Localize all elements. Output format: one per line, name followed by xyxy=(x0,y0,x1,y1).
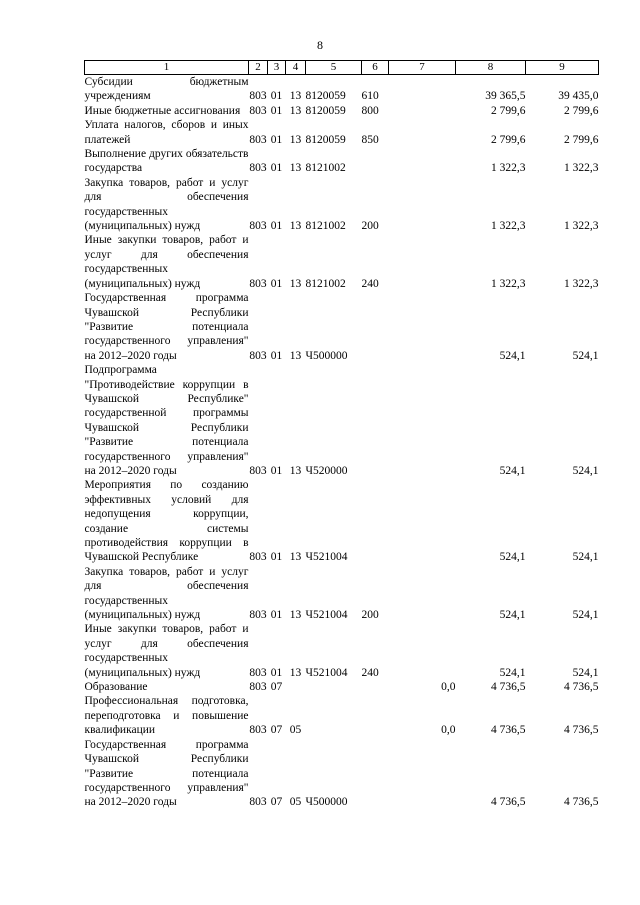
row-cell-c9: 4 736,5 xyxy=(564,681,599,694)
row-cell-c6 xyxy=(362,291,389,363)
row-cell-c5: 8121002 xyxy=(305,220,346,233)
row-name-cell: Мероприятия по созданию эффективных условий для недопущения коррупции, создание системы противодействия коррупции в Чувашской Республике xyxy=(84,479,249,564)
row-cell-c8: 39 365,5 xyxy=(485,90,526,103)
budget-table xyxy=(84,60,599,810)
row-cell-c4 xyxy=(286,680,306,694)
header-row xyxy=(85,61,599,75)
row-cell-c6: 240 xyxy=(361,666,379,679)
row-cell-c8: 524,1 xyxy=(499,551,526,564)
row-cell-c4: 13 xyxy=(289,551,302,564)
row-cell-c8: 524,1 xyxy=(499,666,526,679)
row-name-cell: Закупка товаров, работ и услуг для обеспечения государственных (муниципальных) нужд xyxy=(84,176,249,233)
row-cell-c8: 4 736,5 xyxy=(491,724,526,737)
row-cell-c7 xyxy=(389,478,456,564)
row-cell-c7 xyxy=(389,176,456,234)
row-cell-c6: 200 xyxy=(361,609,379,622)
row-cell-c2: 803 xyxy=(249,220,267,233)
row-cell-c6: 200 xyxy=(361,220,379,233)
row-cell-c6 xyxy=(362,478,389,564)
row-cell-c5: Ч521004 xyxy=(305,551,348,564)
header-col-9: 9 xyxy=(526,61,599,75)
table-row xyxy=(85,565,599,623)
row-cell-c3: 01 xyxy=(270,609,283,622)
row-cell-c2: 803 xyxy=(249,724,267,737)
row-cell-c3: 01 xyxy=(270,551,283,564)
row-name-cell: Иные закупки товаров, работ и услуг для обеспечения государственных (муниципальных) нужд xyxy=(84,234,249,290)
row-cell-c4: 13 xyxy=(289,162,302,175)
row-cell-c9: 4 736,5 xyxy=(564,724,599,737)
row-name-cell: Закупка товаров, работ и услуг для обеспечения государственных (муниципальных) нужд xyxy=(84,565,249,622)
row-name-cell: Субсидии бюджетным учреждениям xyxy=(84,76,249,103)
row-cell-c2: 803 xyxy=(249,464,267,477)
header-col-7: 7 xyxy=(389,61,456,75)
row-cell-c6: 800 xyxy=(361,104,379,117)
row-cell-c5: 8121002 xyxy=(305,277,346,290)
table-row xyxy=(85,147,599,176)
row-cell-c5 xyxy=(306,694,362,737)
row-cell-c9: 524,1 xyxy=(572,464,599,477)
table-row xyxy=(85,176,599,234)
row-cell-c2: 803 xyxy=(249,666,267,679)
row-cell-c4: 13 xyxy=(289,220,302,233)
row-name-cell: Выполнение других обязательств государства xyxy=(84,148,249,175)
row-cell-c4: 13 xyxy=(289,133,302,146)
row-cell-c6: 610 xyxy=(361,90,379,103)
row-cell-c3: 07 xyxy=(270,724,283,737)
row-cell-c5 xyxy=(306,680,362,694)
row-cell-c5: 8121002 xyxy=(305,162,346,175)
row-cell-c7 xyxy=(389,147,456,176)
table-row xyxy=(85,75,599,104)
row-cell-c9: 524,1 xyxy=(572,349,599,362)
row-cell-c4: 13 xyxy=(289,104,302,117)
table-row xyxy=(85,118,599,147)
row-cell-c4: 13 xyxy=(289,277,302,290)
row-cell-c8: 1 322,3 xyxy=(491,277,526,290)
row-cell-c9: 1 322,3 xyxy=(564,162,599,175)
header-col-5: 5 xyxy=(306,61,362,75)
row-cell-c8: 524,1 xyxy=(499,609,526,622)
table-row xyxy=(85,233,599,291)
row-cell-c9: 39 435,0 xyxy=(558,90,599,103)
row-cell-c7 xyxy=(389,291,456,363)
row-cell-c7 xyxy=(389,75,456,104)
row-cell-c3: 01 xyxy=(270,162,283,175)
row-cell-c3: 01 xyxy=(270,90,283,103)
row-cell-c4: 13 xyxy=(289,349,302,362)
table-row xyxy=(85,291,599,363)
row-cell-c4: 13 xyxy=(289,609,302,622)
table-row xyxy=(85,363,599,478)
table-row xyxy=(85,104,599,118)
row-cell-c3: 01 xyxy=(270,133,283,146)
row-cell-c5: Ч521004 xyxy=(305,666,348,679)
table-row xyxy=(85,694,599,737)
row-cell-c6 xyxy=(362,363,389,478)
row-cell-c6: 240 xyxy=(361,277,379,290)
row-cell-c7 xyxy=(389,565,456,623)
row-cell-c9: 2 799,6 xyxy=(564,104,599,117)
row-cell-c2: 803 xyxy=(249,796,267,809)
row-name-cell: Образование xyxy=(84,681,148,694)
row-cell-c5: Ч500000 xyxy=(305,796,348,809)
row-cell-c9: 524,1 xyxy=(572,609,599,622)
row-cell-c7: 0,0 xyxy=(441,681,456,694)
row-cell-c9: 1 322,3 xyxy=(564,220,599,233)
row-cell-c4: 13 xyxy=(289,666,302,679)
row-cell-c9: 4 736,5 xyxy=(564,796,599,809)
table-row xyxy=(85,478,599,564)
row-cell-c9: 2 799,6 xyxy=(564,133,599,146)
table-body xyxy=(85,75,599,810)
row-cell-c8: 1 322,3 xyxy=(491,220,526,233)
row-cell-c8: 2 799,6 xyxy=(491,104,526,117)
row-name-cell: Подпрограмма "Противодействие коррупции в Чувашской Республике" государственной программы Чувашской Республики "Развитие потенциала государственного управления" на 2012–2020 годы xyxy=(84,364,249,477)
header-col-2: 2 xyxy=(249,61,268,75)
row-cell-c3: 01 xyxy=(270,464,283,477)
row-cell-c2: 803 xyxy=(249,90,267,103)
row-cell-c3: 01 xyxy=(270,220,283,233)
row-cell-c8: 2 799,6 xyxy=(491,133,526,146)
row-cell-c9: 1 322,3 xyxy=(564,277,599,290)
row-cell-c4: 05 xyxy=(289,796,302,809)
row-cell-c5: 8120059 xyxy=(305,104,346,117)
row-name-cell: Уплата налогов, сборов и иных платежей xyxy=(84,119,249,146)
row-name-cell: Государственная программа Чувашской Республики "Развитие потенциала государственного управления" на 2012–2020 годы xyxy=(84,738,249,809)
row-name-cell: Профессиональная подготовка, переподготовка и повышение квалификации xyxy=(84,695,249,737)
table-row xyxy=(85,622,599,680)
row-cell-c5: Ч520000 xyxy=(305,464,348,477)
row-cell-c3: 07 xyxy=(270,796,283,809)
row-cell-c7 xyxy=(389,104,456,118)
row-cell-c6 xyxy=(362,738,389,810)
row-cell-c4: 13 xyxy=(289,90,302,103)
header-col-6: 6 xyxy=(362,61,389,75)
row-cell-c2: 803 xyxy=(249,104,267,117)
row-cell-c7 xyxy=(389,622,456,680)
row-cell-c8: 1 322,3 xyxy=(491,162,526,175)
row-cell-c6 xyxy=(362,147,389,176)
row-name-cell: Государственная программа Чувашской Республики "Развитие потенциала государственного управления" на 2012–2020 годы xyxy=(84,292,249,362)
row-cell-c2: 803 xyxy=(249,349,267,362)
row-cell-c3: 01 xyxy=(270,104,283,117)
header-col-3: 3 xyxy=(268,61,286,75)
row-cell-c2: 803 xyxy=(249,162,267,175)
row-cell-c6 xyxy=(362,680,389,694)
header-col-1: 1 xyxy=(85,61,249,75)
row-cell-c4: 05 xyxy=(289,724,302,737)
page-number: 8 xyxy=(317,38,323,52)
row-cell-c2: 803 xyxy=(249,609,267,622)
row-cell-c8: 524,1 xyxy=(499,349,526,362)
header-col-8: 8 xyxy=(456,61,526,75)
row-cell-c2: 803 xyxy=(249,133,267,146)
row-cell-c8: 524,1 xyxy=(499,464,526,477)
row-cell-c6: 850 xyxy=(361,133,379,146)
row-name-cell: Иные бюджетные ассигнования xyxy=(84,104,241,117)
row-cell-c7 xyxy=(389,363,456,478)
row-cell-c8: 4 736,5 xyxy=(491,796,526,809)
row-cell-c7 xyxy=(389,118,456,147)
row-cell-c7 xyxy=(389,738,456,810)
row-cell-c5: 8120059 xyxy=(305,90,346,103)
row-cell-c8: 4 736,5 xyxy=(491,681,526,694)
row-cell-c3: 07 xyxy=(270,681,283,694)
row-cell-c5: Ч521004 xyxy=(305,609,348,622)
row-cell-c3: 01 xyxy=(270,666,283,679)
table-row xyxy=(85,738,599,810)
header-col-4: 4 xyxy=(286,61,306,75)
row-name-cell: Иные закупки товаров, работ и услуг для обеспечения государственных (муниципальных) нужд xyxy=(84,623,249,679)
row-cell-c9: 524,1 xyxy=(572,551,599,564)
row-cell-c4: 13 xyxy=(289,464,302,477)
row-cell-c2: 803 xyxy=(249,551,267,564)
row-cell-c5: 8120059 xyxy=(305,133,346,146)
row-cell-c3: 01 xyxy=(270,277,283,290)
row-cell-c7 xyxy=(389,233,456,291)
row-cell-c3: 01 xyxy=(270,349,283,362)
row-cell-c7: 0,0 xyxy=(441,724,456,737)
row-cell-c6 xyxy=(362,694,389,737)
row-cell-c2: 803 xyxy=(249,277,267,290)
row-cell-c9: 524,1 xyxy=(572,666,599,679)
table-row xyxy=(85,680,599,694)
row-cell-c2: 803 xyxy=(249,681,267,694)
row-cell-c5: Ч500000 xyxy=(305,349,348,362)
